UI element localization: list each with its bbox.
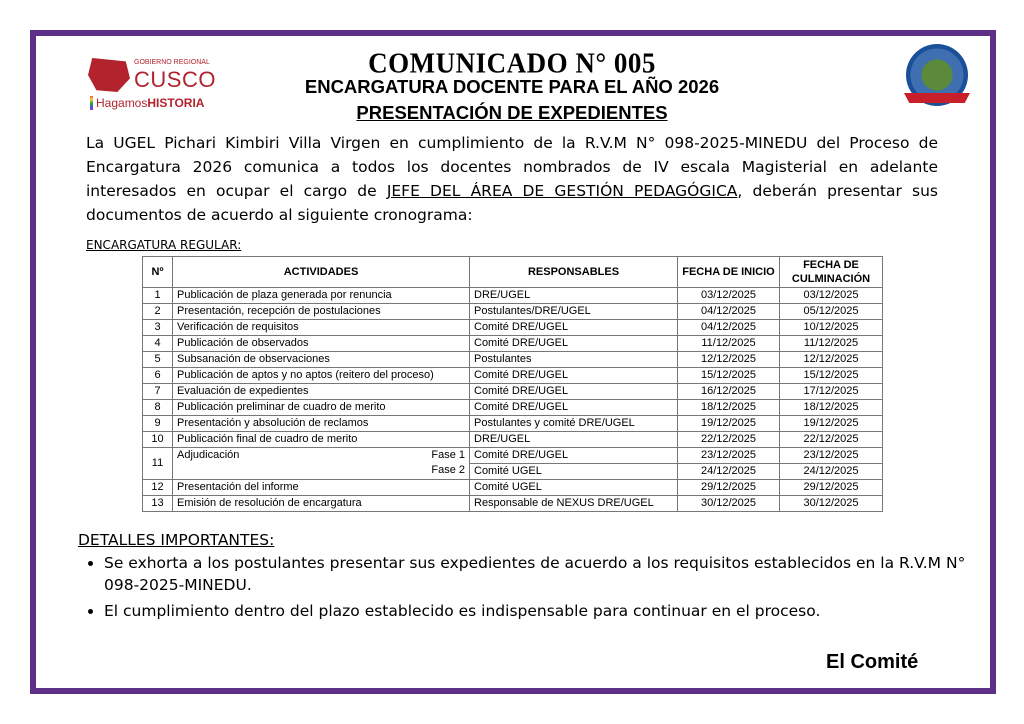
- table-cell: [173, 448, 470, 480]
- document-subtitle: ENCARGATURA DOCENTE PARA EL AÑO 2026: [304, 76, 720, 97]
- table-cell: 04/12/2025: [678, 304, 780, 320]
- table-cell: Presentación del informe: [173, 480, 470, 496]
- table-cell: 30/12/2025: [780, 496, 883, 512]
- table-row: [143, 448, 883, 464]
- details-list: [78, 552, 974, 626]
- table-cell: 15/12/2025: [678, 368, 780, 384]
- table-cell: 18/12/2025: [780, 400, 883, 416]
- table-row: [143, 416, 883, 432]
- details-item: • Se exhorta a los postulantes presentar sus expedientes de acuerdo a los requisitos establecidos en la R.V.M N° 098-2025-MINEDU.: [104, 552, 974, 596]
- table-cell: 11/12/2025: [780, 336, 883, 352]
- table-cell: Subsanación de observaciones: [173, 352, 470, 368]
- details-title: DETALLES IMPORTANTES:: [78, 531, 275, 549]
- table-cell: DRE/UGEL: [470, 432, 678, 448]
- table-cell: 15/12/2025: [780, 368, 883, 384]
- table-cell: 13: [143, 496, 173, 512]
- table-cell: 29/12/2025: [780, 480, 883, 496]
- details-item: • El cumplimiento dentro del plazo establecido es indispensable para continuar en el proceso.: [104, 600, 974, 622]
- table-cell: 8: [143, 400, 173, 416]
- table-cell: 12/12/2025: [678, 352, 780, 368]
- table-cell: 12/12/2025: [780, 352, 883, 368]
- table-cell: 24/12/2025: [780, 464, 883, 480]
- table-cell: Comité DRE/UGEL: [470, 384, 678, 400]
- table-cell: Publicación de observados: [173, 336, 470, 352]
- intro-position: JEFE DEL ÁREA DE GESTIÓN PEDAGÓGICA: [386, 182, 738, 200]
- table-cell: 7: [143, 384, 173, 400]
- table-cell: 3: [143, 320, 173, 336]
- table-cell: Postulantes: [470, 352, 678, 368]
- table-cell: Presentación y absolución de reclamos: [173, 416, 470, 432]
- table-cell: Verificación de requisitos: [173, 320, 470, 336]
- document-title: COMUNICADO N° 005: [368, 47, 656, 79]
- table-cell: Comité DRE/UGEL: [470, 368, 678, 384]
- table-cell: 03/12/2025: [780, 288, 883, 304]
- slogan-b: HISTORIA: [147, 96, 205, 110]
- column-header: RESPONSABLES: [470, 257, 678, 288]
- table-cell: 22/12/2025: [780, 432, 883, 448]
- table-cell: 6: [143, 368, 173, 384]
- table-cell: 29/12/2025: [678, 480, 780, 496]
- intro-paragraph: [86, 131, 938, 227]
- table-cell: Postulantes y comité DRE/UGEL: [470, 416, 678, 432]
- table-cell: 04/12/2025: [678, 320, 780, 336]
- intro-text: La UGEL Pichari Kimbiri Villa Virgen en cumplimiento de la R.V.M N° 098-2025-MINEDU del Proceso de Encargatura 2026 comunica a todos los docentes nombrados de IV escala Magisterial en adelante interesados en ocupar el cargo de: [86, 134, 938, 200]
- schedule-label: ENCARGATURA REGULAR:: [86, 238, 242, 252]
- column-header: Nº: [143, 257, 173, 288]
- table-row: [143, 432, 883, 448]
- table-cell: 23/12/2025: [678, 448, 780, 464]
- schedule-table: [142, 256, 883, 512]
- table-cell: Responsable de NEXUS DRE/UGEL: [470, 496, 678, 512]
- table-cell: 19/12/2025: [678, 416, 780, 432]
- table-cell: Publicación preliminar de cuadro de merito: [173, 400, 470, 416]
- table-cell: DRE/UGEL: [470, 288, 678, 304]
- table-cell: 30/12/2025: [678, 496, 780, 512]
- table-row: [143, 352, 883, 368]
- table-row: [143, 368, 883, 384]
- table-cell: Comité DRE/UGEL: [470, 336, 678, 352]
- table-cell: 22/12/2025: [678, 432, 780, 448]
- table-cell: 17/12/2025: [780, 384, 883, 400]
- signature: El Comité: [826, 651, 919, 673]
- table-cell: 5: [143, 352, 173, 368]
- section-title-text: PRESENTACIÓN DE EXPEDIENTES: [356, 102, 668, 123]
- table-cell: 18/12/2025: [678, 400, 780, 416]
- table-cell: Comité UGEL: [470, 480, 678, 496]
- section-title: [0, 102, 1024, 124]
- activity: Adjudicación: [177, 449, 240, 461]
- table-cell: 05/12/2025: [780, 304, 883, 320]
- intro-text-end: , deberán presentar sus documentos de acuerdo al siguiente cronograma:: [86, 182, 939, 224]
- table-cell: 11: [143, 448, 173, 480]
- table-cell: 19/12/2025: [780, 416, 883, 432]
- phase-label: Fase 2: [431, 464, 465, 476]
- column-header: ACTIVIDADES: [173, 257, 470, 288]
- table-row: [143, 304, 883, 320]
- table-cell: 03/12/2025: [678, 288, 780, 304]
- slogan-a: Hagamos: [96, 96, 148, 110]
- table-cell: 12: [143, 480, 173, 496]
- table-cell: 10: [143, 432, 173, 448]
- table-cell: 2: [143, 304, 173, 320]
- logo-text: GOBIERNO REGIONAL: [134, 59, 210, 66]
- table-cell: 23/12/2025: [780, 448, 883, 464]
- table-cell: Presentación, recepción de postulaciones: [173, 304, 470, 320]
- column-header: FECHA DE CULMINACIÓN: [780, 257, 883, 288]
- table-cell: 10/12/2025: [780, 320, 883, 336]
- table-cell: Publicación de plaza generada por renuncia: [173, 288, 470, 304]
- table-row: [143, 480, 883, 496]
- table-cell: 4: [143, 336, 173, 352]
- column-header: FECHA DE INICIO: [678, 257, 780, 288]
- table-cell: 11/12/2025: [678, 336, 780, 352]
- table-row: [143, 400, 883, 416]
- table-row: [143, 288, 883, 304]
- table-cell: 24/12/2025: [678, 464, 780, 480]
- table-row: [143, 496, 883, 512]
- table-cell: Comité DRE/UGEL: [470, 320, 678, 336]
- table-cell: 16/12/2025: [678, 384, 780, 400]
- table-row: [143, 384, 883, 400]
- table-cell: Comité UGEL: [470, 464, 678, 480]
- table-cell: 9: [143, 416, 173, 432]
- table-cell: Comité DRE/UGEL: [470, 400, 678, 416]
- table-row: [143, 320, 883, 336]
- table-cell: Emisión de resolución de encargatura: [173, 496, 470, 512]
- table-row: [143, 336, 883, 352]
- table-cell: Postulantes/DRE/UGEL: [470, 304, 678, 320]
- table-cell: Publicación de aptos y no aptos (reitero del proceso): [173, 368, 470, 384]
- table-cell: Publicación final de cuadro de merito: [173, 432, 470, 448]
- logo-name: CUSCO: [134, 67, 216, 92]
- table-cell: 1: [143, 288, 173, 304]
- phase-label: Fase 1: [431, 449, 465, 461]
- table-cell: Evaluación de expedientes: [173, 384, 470, 400]
- table-cell: Comité DRE/UGEL: [470, 448, 678, 464]
